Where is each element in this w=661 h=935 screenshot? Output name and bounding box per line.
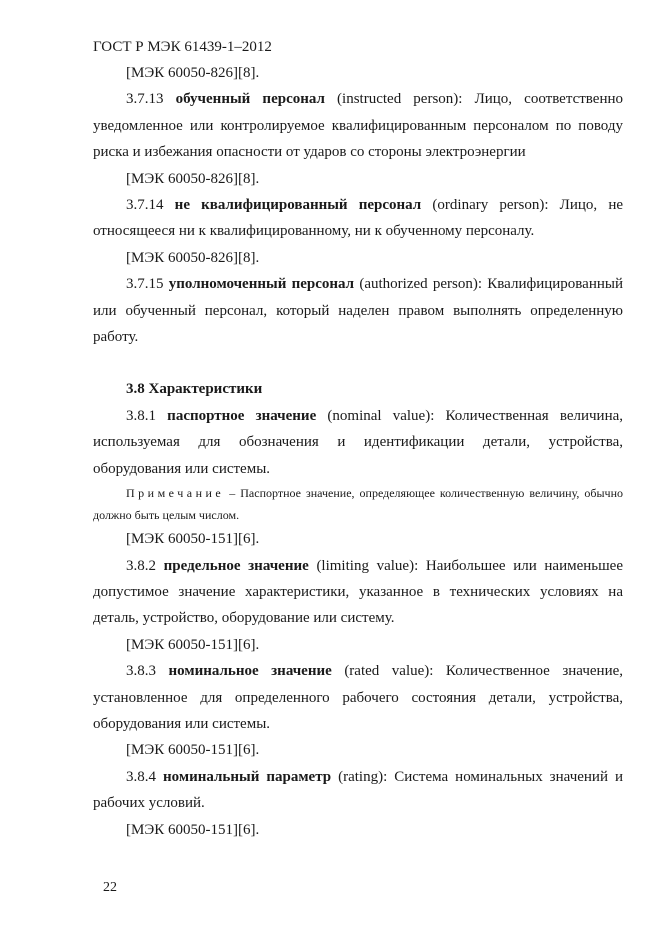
definition-3-7-14 <box>93 192 623 245</box>
spacer <box>93 350 623 376</box>
note <box>93 482 623 526</box>
term: номинальный параметр <box>163 768 332 785</box>
reference-line: [МЭК 60050-826][8]. <box>126 249 260 266</box>
definition-3-7-13 <box>93 86 623 165</box>
reference-line: [МЭК 60050-151][6]. <box>126 821 260 838</box>
definition-text: (ordinary person): Лицо, не относящееся ни к квалифицированному, ни к обученному персоналу. <box>93 197 624 240</box>
definition-3-8-2 <box>93 553 623 632</box>
reference-line: [МЭК 60050-151][6]. <box>126 742 260 759</box>
definition-text: (rated value): Количественное значение, установленное для определенного рабочего состояния детали, устройства, оборудования или системы. <box>93 663 624 732</box>
clause-number: 3.8.2 <box>126 557 156 574</box>
term: номинальное значение <box>168 663 332 680</box>
reference-line: [МЭК 60050-826][8]. <box>126 170 260 187</box>
clause-number: 3.8.4 <box>126 768 156 785</box>
term: не квалифицированный персонал <box>174 197 422 214</box>
definition-text: (limiting value): Наибольшее или наименьшее допустимое значение характеристики, указанное в технических условиях на деталь, устройство, оборудование или систему. <box>93 557 623 627</box>
clause-number: 3.7.15 <box>126 276 164 293</box>
note-text: – Паспортное значение, определяющее количественную величину, обычно должно быть целым числом. <box>93 486 624 523</box>
definition-text: (instructed person): Лицо, соответственно уведомленное или контролируемое квалифицированным персоналом по поводу риска и избежания опасности от ударов со стороны электроэнергии <box>93 91 624 161</box>
definition-3-8-3 <box>93 658 623 737</box>
term: паспортное значение <box>167 407 317 424</box>
page-number: 22 <box>103 880 117 895</box>
term: уполномоченный персонал <box>168 276 355 293</box>
document-header: ГОСТ Р МЭК 61439-1–2012 <box>93 39 272 55</box>
clause-number: 3.8.1 <box>126 407 156 424</box>
definition-text: (nominal value): Количественная величина, используемая для обозначения и идентификации детали, устройства, оборудования или системы. <box>93 407 624 477</box>
definition-text: (rating): Система номинальных значений и рабочих условий. <box>93 768 624 812</box>
clause-number: 3.7.13 <box>126 91 164 108</box>
note-label: Примечание <box>126 486 225 501</box>
section-heading: 3.8 Характеристики <box>126 381 263 398</box>
definition-3-7-15 <box>93 271 623 350</box>
term: предельное значение <box>163 557 309 574</box>
reference-line: [МЭК 60050-151][6]. <box>126 531 260 548</box>
term: обученный персонал <box>175 91 325 108</box>
definition-3-8-1 <box>93 403 623 482</box>
definition-text: (authorized person): Квалифицированный или обученный персонал, который наделен правом выполнять определенную работу. <box>93 276 623 346</box>
clause-number: 3.8.3 <box>126 663 156 680</box>
definition-3-8-4 <box>93 764 623 817</box>
reference-line: [МЭК 60050-826][8]. <box>126 65 260 81</box>
clause-number: 3.7.14 <box>126 197 164 214</box>
document-body <box>93 60 623 843</box>
reference-line: [МЭК 60050-151][6]. <box>126 636 260 653</box>
